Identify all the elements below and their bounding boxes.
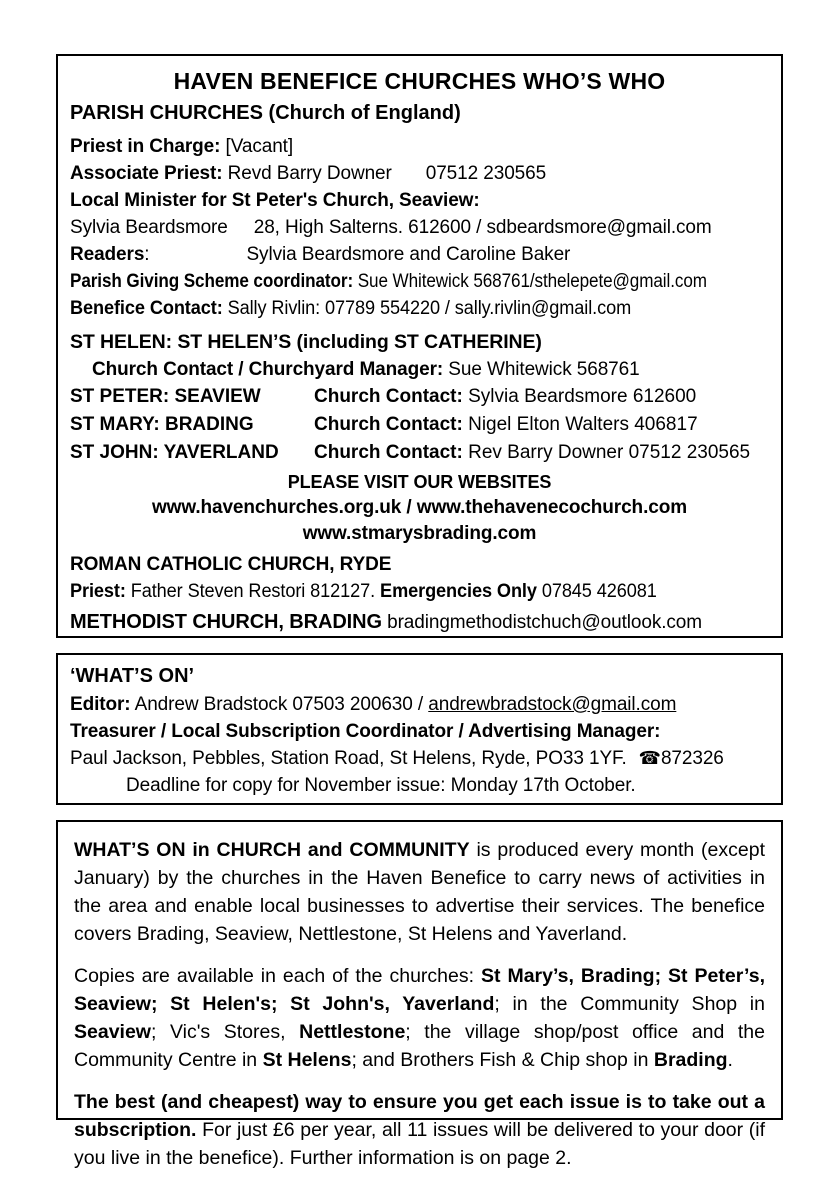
about-p1-rest: is produced every month (except January) by the churches in the Haven Benefice to carry news of activities in the area and enable local businesses to advertise their services. The benefice covers Brading, Seaview, Nettlestone, St Helens and Yaverland.	[74, 839, 765, 945]
websites-line-2[interactable]: www.stmarysbrading.com	[302, 523, 537, 544]
priest-in-charge-row	[70, 133, 769, 160]
church-name: ST JOHN: YAVERLAND	[70, 442, 279, 463]
about-p3-lead: The best (and cheapest) way to ensure you get each issue is to take out a subscription.	[74, 1091, 765, 1141]
local-minister-heading: Local Minister for St Peter's Church, Seaview:	[70, 190, 480, 211]
church-contact-label: Church Contact:	[314, 442, 463, 463]
about-paragraph-2	[74, 962, 765, 1074]
about-p2-intro: Copies are available in each of the churches:	[74, 965, 481, 987]
readers-value: Sylvia Beardsmore and Caroline Baker	[246, 244, 571, 265]
about-p2-t5: .	[727, 1049, 733, 1071]
about-p2-t2: ; Vic's Stores,	[150, 1021, 300, 1043]
church-name: ST PETER: SEAVIEW	[70, 386, 261, 407]
about-p2-t1: ; in the Community Shop in	[494, 993, 765, 1015]
parish-churches-panel	[56, 54, 783, 638]
church-contact-value: Rev Barry Downer 07512 230565	[462, 442, 751, 463]
church-contact-value: Nigel Elton Walters 406817	[462, 414, 698, 435]
editor-email-link[interactable]: andrewbradstock@gmail.com	[428, 694, 677, 715]
about-p2-brading: Brading	[653, 1049, 728, 1071]
telephone-icon: ☎	[638, 748, 661, 769]
benefice-contact-label: Benefice Contact:	[70, 298, 223, 319]
readers-label: Readers	[70, 244, 145, 265]
benefice-contact-value: Sally Rivlin: 07789 554220 / sally.rivlin@gmail.com	[222, 298, 632, 319]
websites-line-1[interactable]: www.havenchurches.org.uk / www.thehavenecochurch.com	[151, 497, 688, 518]
about-p2-seaview: Seaview	[74, 1021, 151, 1043]
about-p1-lead: WHAT’S ON in CHURCH and COMMUNITY	[74, 839, 470, 861]
readers-row	[70, 241, 769, 268]
church-contact-label: Church Contact:	[314, 386, 463, 407]
editor-row	[70, 691, 769, 718]
about-paragraph-3	[74, 1088, 765, 1172]
rc-priest-value: Father Steven Restori 812127.	[125, 581, 381, 602]
readers-colon: :	[144, 244, 150, 265]
church-row	[70, 439, 769, 467]
church-row	[70, 411, 769, 439]
methodist-row	[70, 609, 769, 636]
st-helen-contact-value: Sue Whitewick 568761	[443, 359, 640, 380]
church-name: ST MARY: BRADING	[70, 414, 254, 435]
about-paragraph-1	[74, 836, 765, 948]
st-helen-heading: ST HELEN: ST HELEN’S (including ST CATHERINE)	[70, 331, 542, 353]
parish-giving-scheme-value: Sue Whitewick 568761/sthelepete@gmail.com	[353, 271, 707, 292]
treasurer-phone: 872326	[660, 748, 724, 769]
parish-churches-heading: PARISH CHURCHES (Church of England)	[70, 102, 461, 124]
about-p2-t3: ; the village shop/post office and the Community Centre in	[74, 1021, 765, 1071]
deadline-line: Deadline for copy for November issue: Monday 17th October.	[126, 775, 636, 796]
st-helen-contact-label: Church Contact / Churchyard Manager:	[92, 359, 444, 380]
about-p2-st-helens: St Helens	[262, 1049, 352, 1071]
rc-emergency-value: 07845 426081	[536, 581, 657, 602]
editor-value: Andrew Bradstock 07503 200630 /	[130, 694, 429, 715]
roles-line: Treasurer / Local Subscription Coordinator / Advertising Manager:	[70, 721, 661, 742]
methodist-email[interactable]: bradingmethodistchuch@outlook.com	[381, 612, 703, 633]
page-title: HAVEN BENEFICE CHURCHES WHO’S WHO	[173, 68, 666, 94]
priest-in-charge-value: [Vacant]	[220, 136, 294, 157]
roman-catholic-priest-row	[70, 578, 738, 605]
church-contact	[314, 383, 696, 411]
roman-catholic-heading: ROMAN CATHOLIC CHURCH, RYDE	[70, 554, 392, 575]
church-row	[70, 383, 769, 411]
rc-emergency-label: Emergencies Only	[380, 581, 537, 602]
whats-on-panel	[56, 653, 783, 805]
about-p2-t4: ; and Brothers Fish & Chip shop in	[351, 1049, 654, 1071]
whats-on-title: ‘WHAT’S ON’	[70, 665, 195, 687]
about-p2-nettlestone: Nettlestone	[299, 1021, 406, 1043]
websites-heading: PLEASE VISIT OUR WEBSITES	[287, 472, 552, 492]
parish-giving-scheme-label: Parish Giving Scheme coordinator:	[70, 271, 354, 292]
about-p2-churches: St Mary’s, Brading; St Peter’s, Seaview; St Helen's; St John's, Yaverland	[74, 965, 765, 1015]
church-contact-label: Church Contact:	[314, 414, 463, 435]
local-minister-row	[70, 214, 769, 241]
priest-in-charge-label: Priest in Charge:	[70, 136, 221, 157]
church-contact	[314, 439, 750, 467]
local-minister-name: Sylvia Beardsmore	[70, 217, 228, 238]
benefice-contact-row	[70, 295, 738, 322]
treasurer-address: Paul Jackson, Pebbles, Station Road, St Helens, Ryde, PO33 1YF.	[70, 748, 627, 769]
rc-priest-label: Priest:	[70, 581, 126, 602]
editor-label: Editor:	[70, 694, 131, 715]
about-panel	[56, 820, 783, 1169]
st-helen-contact-row	[70, 356, 769, 383]
methodist-heading: METHODIST CHURCH, BRADING	[70, 611, 382, 633]
church-contact	[314, 411, 698, 439]
church-contact-value: Sylvia Beardsmore 612600	[462, 386, 697, 407]
parish-giving-scheme-row	[70, 268, 707, 295]
associate-priest-row	[70, 160, 769, 187]
associate-priest-phone: 07512 230565	[425, 163, 547, 184]
associate-priest-value: Revd Barry Downer	[222, 163, 392, 184]
about-p3-rest: For just £6 per year, all 11 issues will be delivered to your door (if you live in the benefice). Further information is on page 2.	[74, 1119, 765, 1169]
local-minister-details: 28, High Salterns. 612600 / sdbeardsmore@gmail.com	[253, 217, 712, 238]
treasurer-address-row	[70, 745, 769, 772]
associate-priest-label: Associate Priest:	[70, 163, 223, 184]
